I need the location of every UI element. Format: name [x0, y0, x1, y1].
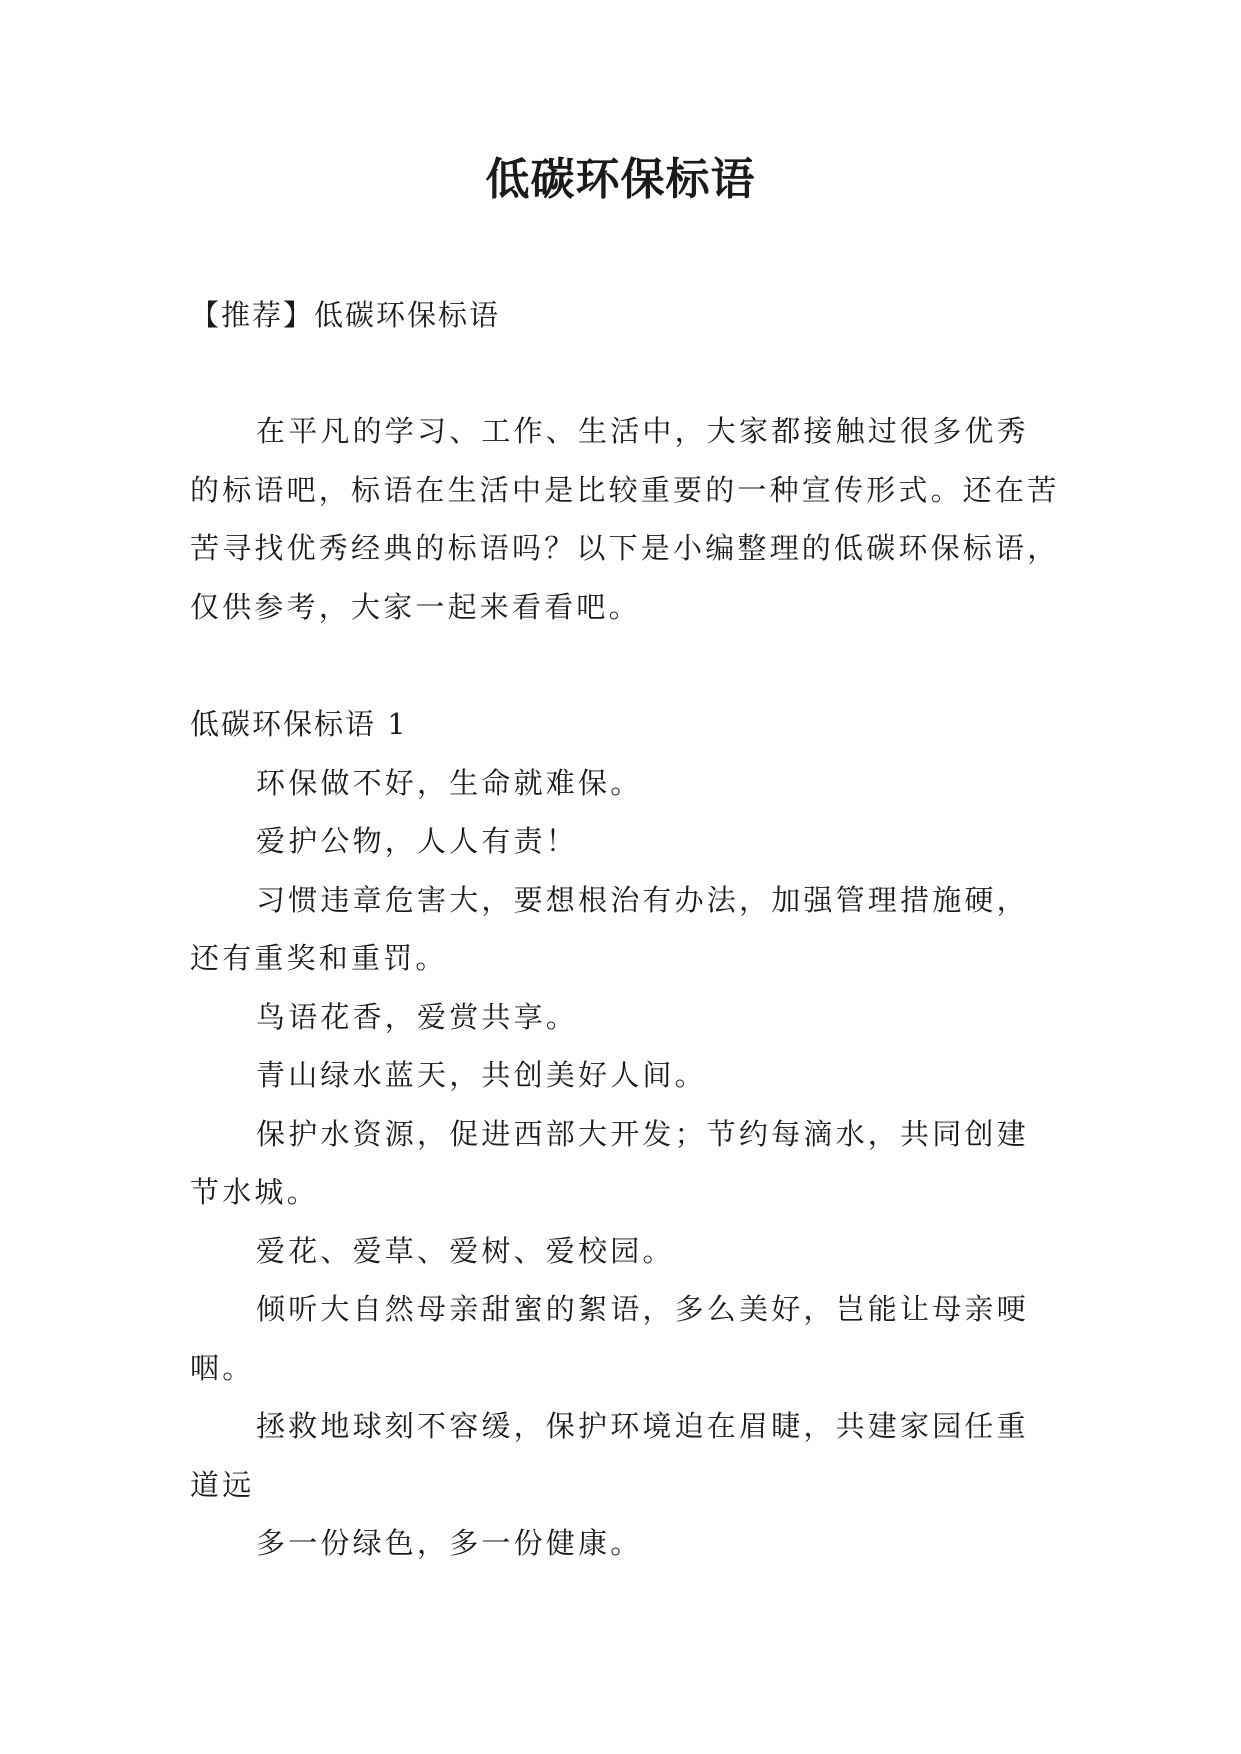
- slogan-item: 爱护公物，人人有责！: [256, 824, 579, 858]
- slogan-item: 爱花、爱草、爱树、爱校园。: [256, 1233, 675, 1268]
- slogan-item: 青山绿水蓝天，共创美好人间。: [256, 1058, 707, 1092]
- slogan-item: 环保做不好，生命就难保。: [256, 765, 643, 800]
- slogan-item: 习惯违章危害大，要想根治有办法，加强管理措施硬，还有重奖和重罚。: [190, 882, 1029, 975]
- slogan-item: 多一份绿色，多一份健康。: [256, 1526, 643, 1560]
- slogan-item: 倾听大自然母亲甜蜜的絮语，多么美好，岂能让母亲哽咽。: [190, 1292, 1029, 1385]
- section-heading: 低碳环保标语 1: [190, 707, 408, 741]
- intro-paragraph: 在平凡的学习、工作、生活中，大家都接触过很多优秀的标语吧，标语在生活中是比较重要的一种宣传形式。还在苦苦寻找优秀经典的标语吗？以下是小编整理的低碳环保标语，仅供参考，大家一起来看看吧。: [190, 414, 1060, 624]
- slogan-item: 拯救地球刻不容缓，保护环境迫在眉睫，共建家园任重道远: [190, 1409, 1029, 1502]
- slogan-item: 鸟语花香，爱赏共享。: [256, 999, 579, 1034]
- slogan-section: [190, 695, 1060, 1573]
- document-subtitle: 【推荐】低碳环保标语: [190, 298, 501, 332]
- slogan-item: 保护水资源，促进西部大开发；节约每滴水，共同创建节水城。: [190, 1116, 1029, 1209]
- document-title: 低碳环保标语: [485, 154, 756, 205]
